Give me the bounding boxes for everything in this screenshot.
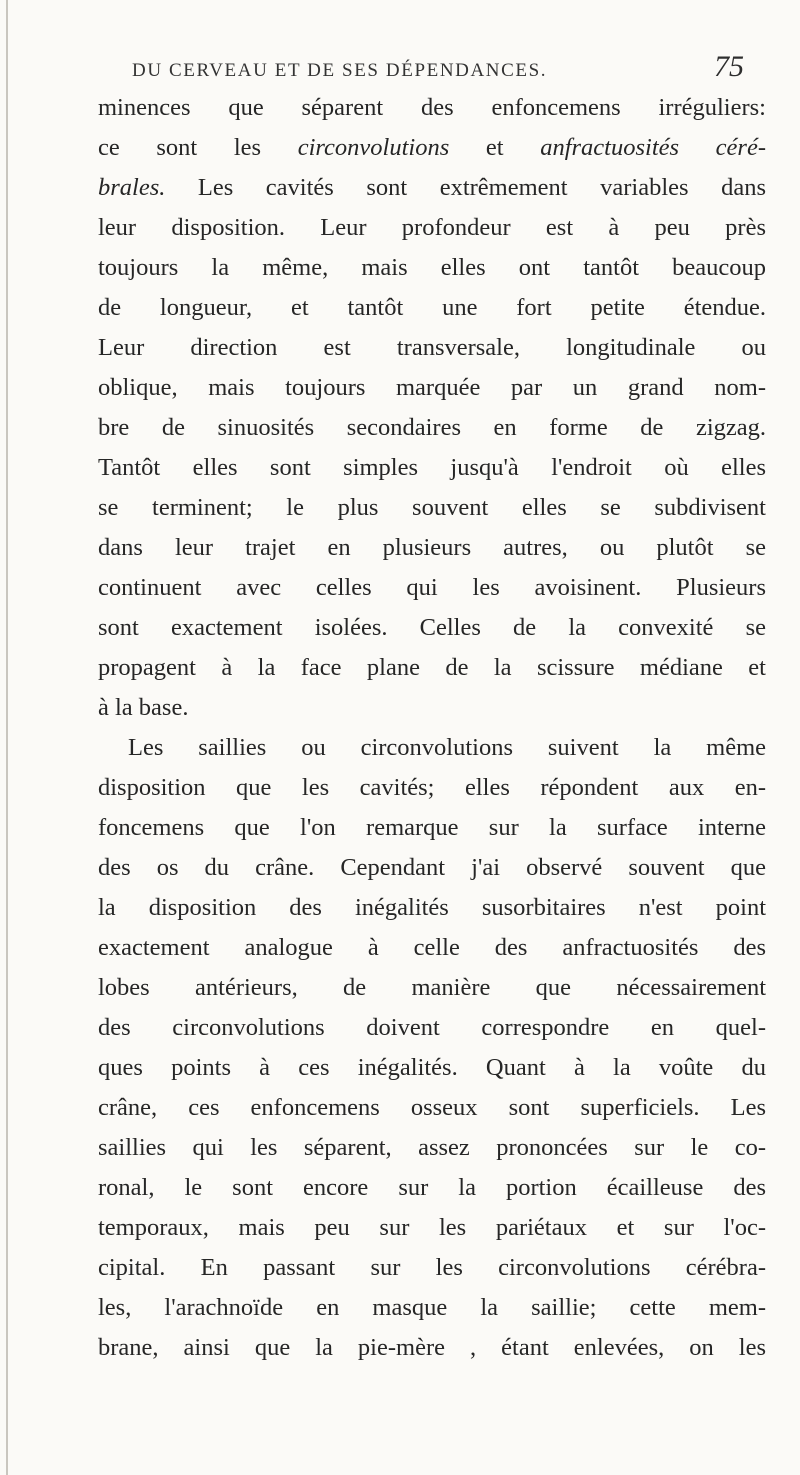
text-line: minences que séparent des enfoncemens irréguliers: xyxy=(98,94,766,121)
text-line xyxy=(98,128,766,168)
text-line xyxy=(98,168,766,208)
text-segment: et xyxy=(449,134,541,161)
text-line: sont exactement isolées. Celles de la convexité se xyxy=(98,614,766,641)
text-line: exactement analogue à celle des anfractuosités des xyxy=(98,934,766,961)
page-header xyxy=(132,50,744,86)
text-line: de longueur, et tantôt une fort petite étendue. xyxy=(98,294,766,321)
text-line: les, l'arachnoïde en masque la saillie; cette mem- xyxy=(98,1294,766,1321)
text-line: cipital. En passant sur les circonvolutions cérébra- xyxy=(98,1254,766,1281)
text-line: à la base. xyxy=(98,694,189,721)
italic-term: circonvolutions xyxy=(297,134,450,161)
text-line: Les saillies ou circonvolutions suivent la même xyxy=(128,734,766,761)
text-line: ronal, le sont encore sur la portion écailleuse des xyxy=(98,1174,766,1201)
page-number: 75 xyxy=(714,50,744,83)
text-line: crâne, ces enfoncemens osseux sont superficiels. Les xyxy=(98,1094,766,1121)
page-edge-rule xyxy=(6,0,8,1475)
text-line: des os du crâne. Cependant j'ai observé souvent que xyxy=(98,854,766,881)
text-line: lobes antérieurs, de manière que nécessairement xyxy=(98,974,766,1001)
text-segment: Les cavités sont extrêmement variables dans xyxy=(165,174,766,201)
text-line: toujours la même, mais elles ont tantôt beaucoup xyxy=(98,254,766,281)
text-line: ques points à ces inégalités. Quant à la voûte du xyxy=(98,1054,766,1081)
running-title: DU CERVEAU ET DE SES DÉPENDANCES. xyxy=(132,60,548,81)
text-line: se terminent; le plus souvent elles se subdivisent xyxy=(98,494,766,521)
text-line: oblique, mais toujours marquée par un grand nom- xyxy=(98,374,766,401)
italic-term: anfractuosités céré- xyxy=(540,134,767,161)
text-segment: ce sont les xyxy=(98,134,298,161)
text-line: Leur direction est transversale, longitudinale ou xyxy=(98,334,766,361)
text-line: saillies qui les séparent, assez prononcées sur le co- xyxy=(98,1134,766,1161)
text-line: brane, ainsi que la pie-mère , étant enlevées, on les xyxy=(98,1334,766,1361)
text-line: temporaux, mais peu sur les pariétaux et sur l'oc- xyxy=(98,1214,766,1241)
text-line: la disposition des inégalités susorbitaires n'est point xyxy=(98,894,766,921)
text-line: foncemens que l'on remarque sur la surface interne xyxy=(98,814,766,841)
text-line: dans leur trajet en plusieurs autres, ou plutôt se xyxy=(98,534,766,561)
text-line: bre de sinuosités secondaires en forme de zigzag. xyxy=(98,414,766,441)
text-line: propagent à la face plane de la scissure médiane et xyxy=(98,654,766,681)
text-line: continuent avec celles qui les avoisinent. Plusieurs xyxy=(98,574,766,601)
text-line: Tantôt elles sont simples jusqu'à l'endroit où elles xyxy=(98,454,766,481)
text-line: des circonvolutions doivent correspondre en quel- xyxy=(98,1014,766,1041)
text-line: disposition que les cavités; elles répondent aux en- xyxy=(98,774,766,801)
body-text xyxy=(98,88,766,1368)
text-line: leur disposition. Leur profondeur est à peu près xyxy=(98,214,766,241)
italic-term: brales. xyxy=(98,174,166,201)
